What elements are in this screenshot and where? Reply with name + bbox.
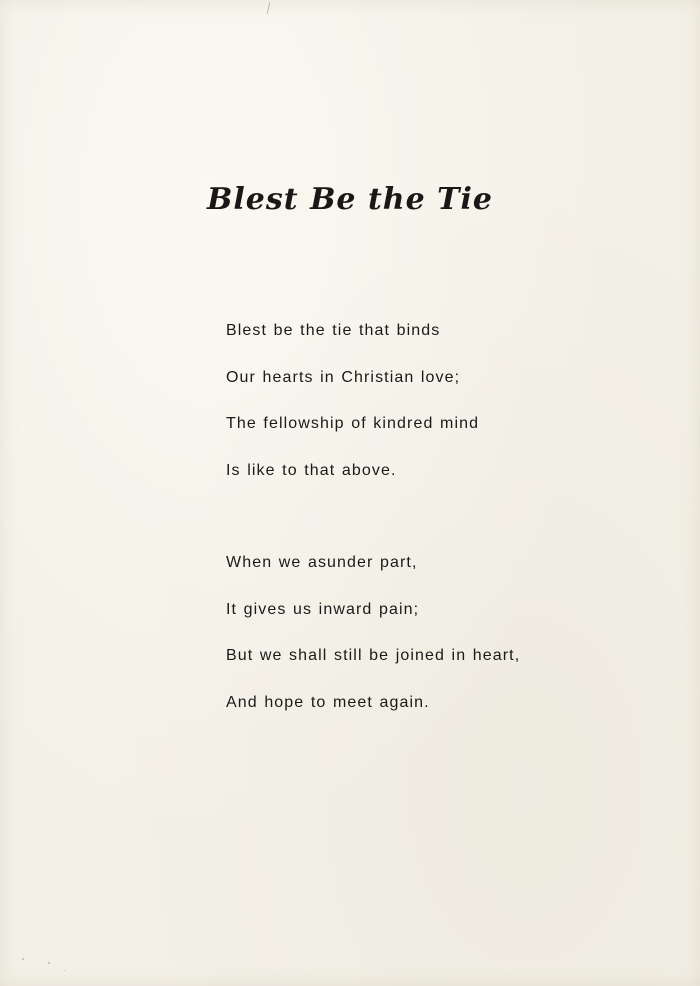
verse-line: Our hearts in Christian love; — [226, 368, 461, 386]
stanza-2 — [226, 550, 666, 736]
verse-line: The fellowship of kindred mind — [226, 415, 480, 432]
verse-line: It gives us inward pain; — [226, 600, 420, 618]
verse-line: When we asunder part, — [226, 554, 418, 571]
stanza-1 — [226, 318, 666, 504]
verse-line: Is like to that above. — [226, 461, 397, 479]
verse-line: But we shall still be joined in heart, — [226, 647, 521, 664]
paper-speck — [48, 962, 50, 964]
paper-speck — [64, 970, 65, 971]
paper-speck — [22, 958, 24, 960]
verse-line: And hope to meet again. — [226, 693, 430, 711]
verse-line: Blest be the tie that binds — [226, 322, 441, 339]
paper-mark — [267, 2, 270, 14]
page-title: Blest Be the Tie — [207, 182, 493, 217]
